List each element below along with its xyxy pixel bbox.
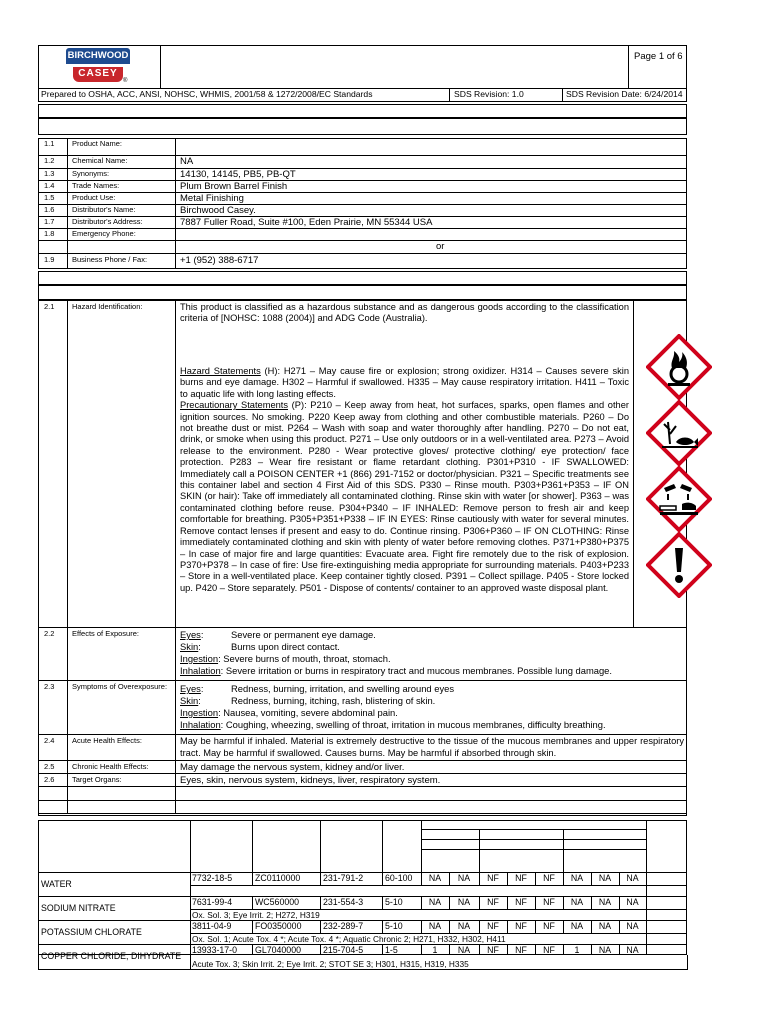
eyes-key: Eyes <box>180 683 201 694</box>
chemical-name: COPPER CHLORIDE, DIHYDRATE <box>41 951 182 961</box>
skin-value: Redness, burning, itching, rash, blistering of skin. <box>231 695 436 706</box>
ec-number: 231-554-3 <box>323 897 364 907</box>
item-number: 2.5 <box>44 762 55 771</box>
ec-number: 231-791-2 <box>323 873 364 883</box>
item-number: 2.4 <box>44 736 55 745</box>
flame-over-circle-icon <box>646 334 712 400</box>
exposure-value: NA <box>457 897 471 907</box>
exposure-value: NA <box>457 945 471 955</box>
eyes-value: Severe or permanent eye damage. <box>231 629 376 640</box>
exposure-value: NF <box>543 873 555 883</box>
exposure-value: NF <box>543 897 555 907</box>
exposure-value: NA <box>570 897 584 907</box>
skin-value: Burns upon direct contact. <box>231 641 340 652</box>
item-number: 1.1 <box>44 139 55 148</box>
classification: Acute Tox. 3; Skin Irrit. 2; Eye Irrit. 2; STOT SE 3; H301, H315, H319, H335 <box>192 959 469 969</box>
field-label: Chronic Health Effects: <box>72 762 149 771</box>
field-label: Target Organs: <box>72 775 122 784</box>
prepared-standards: Prepared to OSHA, ACC, ANSI, NOHSC, WHMIS, 2001/58 & 1272/2008/EC Standards <box>41 89 373 99</box>
cas-number: 3811-04-9 <box>192 921 232 931</box>
exposure-value: NF <box>543 945 555 955</box>
symptoms-list: Eyes: Redness, burning, irritation, and swelling around eyes Skin: Redness, burning, itching, rash, blistering of skin. Ingestion: Nausea, vomiting, severe abdominal pain. Inhalation: Coughing, wheezing, swelling of throat, irritation in mucous membranes, difficulty breathing. <box>180 683 606 730</box>
field-value: 7887 Fuller Road, Suite #100, Eden Prairie, MN 55344 USA <box>180 217 433 228</box>
field-label: Synonyms: <box>72 169 110 178</box>
item-number: 1.9 <box>44 255 55 264</box>
ingestion-value: Severe burns of mouth, throat, stomach. <box>223 653 391 664</box>
sds-revision: SDS Revision: 1.0 <box>454 89 524 99</box>
exposure-value: NA <box>626 897 639 907</box>
section-2-header <box>38 271 687 285</box>
section-2-subheader <box>38 285 687 300</box>
field-label: Trade Names: <box>72 181 120 190</box>
field-label: Product Name: <box>72 139 123 148</box>
field-value: Plum Brown Barrel Finish <box>180 181 288 192</box>
ingestion-value: : Nausea, vomiting, severe abdominal pain. <box>218 707 398 718</box>
eyes-value: Redness, burning, irritation, and swelling around eyes <box>231 683 455 694</box>
precautionary-statements-label: Precautionary Statements <box>180 400 289 411</box>
rtecs-number: ZC0110000 <box>255 873 301 883</box>
inhalation-key: Inhalation <box>180 719 221 730</box>
item-number: 1.4 <box>44 181 55 190</box>
effects-list: Eyes: Severe or permanent eye damage. Skin: Burns upon direct contact. Ingestion: Severe burns of mouth, throat, stomach. Inhalation: Severe irritation or burns in respiratory tract and mucous membranes. Possible lung damage. <box>180 629 613 676</box>
ingestion-key: Ingestion <box>180 707 219 718</box>
section-1-header <box>38 104 687 118</box>
ec-number: 215-704-5 <box>323 945 364 955</box>
item-number: 1.8 <box>44 229 55 238</box>
hazard-statements-text: (H): H271 – May cause fire or explosion; strong oxidizer. H314 – Causes severe skin burns and eye damage. H302 – Harmful if swallowed. H335 – May cause respiratory irritation. H411 – Toxic to aquatic life with long lasting effects. <box>180 366 629 399</box>
exposure-value: NA <box>626 945 639 955</box>
exposure-value: NA <box>570 873 584 883</box>
exposure-value: NF <box>543 921 555 931</box>
item-number: 1.3 <box>44 169 55 178</box>
field-value: 14130, 14145, PB5, PB-QT <box>180 169 296 180</box>
exposure-value: NF <box>487 897 499 907</box>
exposure-value: NF <box>487 945 499 955</box>
exposure-value: NF <box>515 873 527 883</box>
field-value: or <box>436 241 445 252</box>
item-number: 2.1 <box>44 302 55 311</box>
field-label: Hazard Identification: <box>72 302 143 311</box>
precautionary-statements-text: (P): P210 – Keep away from heat, hot surfaces, sparks, open flames and other ignition sources. No smoking. P220 Keep away from clothing and other combustible materials. P260 – Do not breathe dust or mist. P264 – Wash with soap and water thoroughly after handling. P270 – Do not eat, drink, or smoke when using this product. P271 – Use only outdoors or in a well-ventilated area. P273 – Avoid release to the environment. P280 - Wear protective gloves/ protective clothing/ eye protection/ face protection. P283 – Wear fire resistant or flame retardant clothing. P301+P310 - IF SWALLOWED: Immediately call a POISON CENTER +1 (866) 291-7152 or doctor/physician. P321 – Specific treatments see this container label and section 4 First Aid of this SDS. P330 – Rinse mouth. P303+P361+P353 – IF ON SKIN (or hair): Take off immediately all contaminated clothing. Rinse skin with water [or shower]. P363 – was contaminated clothing before reuse. P304+P340 – IF INHALED: Remove person to fresh air and keep comfortable for breathing. P305+P351+P338 – IF IN EYES: Rinse cautiously with water for several minutes. Remove contact lenses if present and easy to do. Continue rinsing. P306+P360 – IF ON CLOTHING: Rinse immediately contaminated clothing and skin with plenty of water before removing clothes. P371+P380+P375 – In case of major fire and large quantities: Evacuate area. Fight fire remotely due to the risk of explosion. P370+P378 – In case of fire: Use fire-extinguishing media appropriate for surrounding materials. P403+P233 – Store in a well-ventilated place. Keep container tightly closed. P391 – Collect spillage. P405 - Store locked up. P420 – Store separately. P501 - Dispose of contents/ container to an approved waste disposal plant. <box>180 400 629 593</box>
skin-key: Skin <box>180 641 199 652</box>
field-value: +1 (952) 388-6717 <box>180 255 259 266</box>
chemical-name: SODIUM NITRATE <box>41 903 116 913</box>
exposure-value: NA <box>457 873 471 883</box>
corrosion-icon <box>646 466 712 532</box>
rtecs-number: GL7040000 <box>255 945 301 955</box>
field-label: Acute Health Effects: <box>72 736 142 745</box>
skin-key: Skin <box>180 695 199 706</box>
hazard-statements <box>180 366 629 594</box>
chemical-name: WATER <box>41 879 72 889</box>
exposure-value: NA <box>428 897 442 907</box>
field-label: Effects of Exposure: <box>72 629 139 638</box>
ingestion-key: Ingestion <box>180 653 219 664</box>
item-number: 1.6 <box>44 205 55 214</box>
field-label: Symptoms of Overexposure: <box>72 682 168 691</box>
percentage: 1-5 <box>385 945 398 955</box>
item-number: 2.6 <box>44 775 55 784</box>
sds-revision-date: SDS Revision Date: 6/24/2014 <box>566 89 683 99</box>
field-label: Emergency Phone: <box>72 229 136 238</box>
field-label: Chemical Name: <box>72 156 128 165</box>
exposure-value: NA <box>598 921 612 931</box>
item-number: 1.2 <box>44 156 55 165</box>
exposure-value: NF <box>515 897 527 907</box>
field-label: Product Use: <box>72 193 116 202</box>
hazard-statements-label: Hazard Statements <box>180 366 261 376</box>
exposure-value: NA <box>626 873 639 883</box>
exposure-value: NA <box>626 921 639 931</box>
field-label: Business Phone / Fax: <box>72 255 148 264</box>
page-number: Page 1 of 6 <box>634 51 683 62</box>
item-number: 2.2 <box>44 629 55 638</box>
percentage: 5-10 <box>385 897 403 907</box>
target-organs-value: Eyes, skin, nervous system, kidneys, liver, respiratory system. <box>180 775 441 786</box>
rtecs-number: FO0350000 <box>255 921 302 931</box>
item-number: 1.5 <box>44 193 55 202</box>
acute-effects-value: May be harmful if inhaled. Material is extremely destructive to the tissue of the mucous membranes and upper respiratory tract. May be harmful if swallowed. Causes burns. May be harmful if absorbed through skin. <box>180 736 684 758</box>
percentage: 60-100 <box>385 873 413 883</box>
item-number: 1.7 <box>44 217 55 226</box>
classification: Ox. Sol. 3; Eye Irrit. 2; H272, H319 <box>192 910 320 920</box>
exposure-value: NF <box>487 921 499 931</box>
exposure-value: 1 <box>574 945 580 955</box>
section-3-header <box>38 800 687 816</box>
exposure-value: NA <box>428 921 442 931</box>
logo-registered: ® <box>123 78 128 84</box>
exposure-value: NA <box>570 921 584 931</box>
exposure-value: NA <box>598 897 612 907</box>
field-value: NA <box>180 156 194 167</box>
environment-icon <box>646 400 712 466</box>
exposure-value: NF <box>515 921 527 931</box>
cas-number: 7732-18-5 <box>192 873 233 883</box>
inhalation-key: Inhalation <box>180 665 221 676</box>
chronic-effects-value: May damage the nervous system, kidney and/or liver. <box>180 762 405 773</box>
field-label: Distributor's Name: <box>72 205 136 214</box>
item-number: 2.3 <box>44 682 55 691</box>
rtecs-number: WC560000 <box>255 897 300 907</box>
exclamation-icon <box>646 532 712 598</box>
field-value: Metal Finishing <box>180 193 244 204</box>
ec-number: 232-289-7 <box>323 921 364 931</box>
section-1-subheader <box>38 118 687 135</box>
company-logo <box>66 48 130 84</box>
logo-line1: BIRCHWOOD <box>67 50 129 61</box>
field-label: Distributor's Address: <box>72 217 143 226</box>
hazard-intro: This product is classified as a hazardous substance and as dangerous goods according to the classification criteria of [NOHSC: 1088 (2004)] and ADG Code (Australia). <box>180 302 629 324</box>
exposure-value: NA <box>598 945 612 955</box>
exposure-value: NF <box>515 945 527 955</box>
classification: Ox. Sol. 1; Acute Tox. 4 *; Acute Tox. 4 *; Aquatic Chronic 2; H271, H332, H302, H411 <box>192 934 506 944</box>
cas-number: 7631-99-4 <box>192 897 233 907</box>
chemical-name: POTASSIUM CHLORATE <box>41 927 142 937</box>
exposure-value: NF <box>487 873 499 883</box>
exposure-value: NA <box>598 873 612 883</box>
field-value: Birchwood Casey. <box>180 205 256 216</box>
exposure-value: NA <box>457 921 471 931</box>
cas-number: 13933-17-0 <box>192 945 237 955</box>
eyes-key: Eyes <box>180 629 201 640</box>
inhalation-value: : Coughing, wheezing, swelling of throat, irritation in mucous membranes, difficulty breathing. <box>220 719 606 730</box>
exposure-value: 1 <box>432 945 438 955</box>
percentage: 5-10 <box>385 921 403 931</box>
exposure-value: NA <box>428 873 442 883</box>
logo-line2: CASEY <box>78 68 118 79</box>
inhalation-value: : Severe irritation or burns in respiratory tract and mucous membranes. Possible lung damage. <box>220 665 613 676</box>
